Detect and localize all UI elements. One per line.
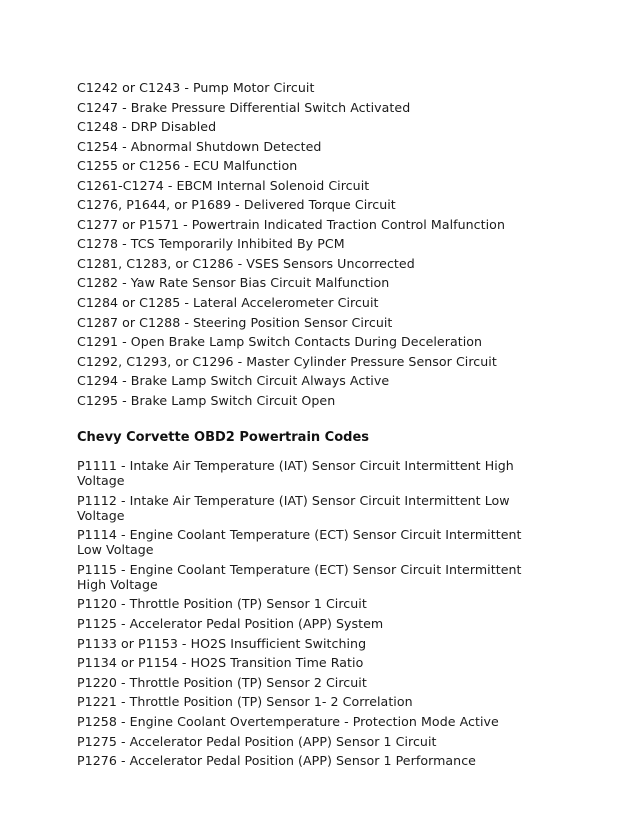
code-line: C1255 or C1256 - ECU Malfunction bbox=[77, 158, 298, 174]
code-line: C1261-C1274 - EBCM Internal Solenoid Circuit bbox=[77, 177, 370, 193]
code-line: P1134 or P1154 - HO2S Transition Time Ratio bbox=[77, 655, 364, 671]
code-line: C1295 - Brake Lamp Switch Circuit Open bbox=[77, 392, 336, 408]
code-line: C1277 or P1571 - Powertrain Indicated Traction Control Malfunction bbox=[77, 216, 505, 232]
code-line: C1242 or C1243 - Pump Motor Circuit bbox=[77, 80, 315, 95]
code-line: P1115 - Engine Coolant Temperature (ECT) Sensor Circuit Intermittent High Voltage bbox=[77, 561, 522, 592]
code-line: P1221 - Throttle Position (TP) Sensor 1- 2 Correlation bbox=[77, 694, 413, 710]
section-heading: Chevy Corvette OBD2 Powertrain Codes bbox=[77, 430, 370, 445]
code-line: P1276 - Accelerator Pedal Position (APP) Sensor 1 Performance bbox=[77, 753, 476, 769]
code-line: P1125 - Accelerator Pedal Position (APP) System bbox=[77, 615, 384, 631]
code-line: P1120 - Throttle Position (TP) Sensor 1 Circuit bbox=[77, 596, 367, 612]
code-line: P1258 - Engine Coolant Overtemperature - Protection Mode Active bbox=[77, 713, 499, 729]
code-line: C1284 or C1285 - Lateral Accelerometer Circuit bbox=[77, 295, 379, 311]
code-line: P1133 or P1153 - HO2S Insufficient Switching bbox=[77, 635, 367, 651]
chassis-code-list bbox=[77, 78, 547, 410]
code-line: C1291 - Open Brake Lamp Switch Contacts During Deceleration bbox=[77, 334, 483, 350]
code-line: P1114 - Engine Coolant Temperature (ECT) Sensor Circuit Intermittent Low Voltage bbox=[77, 527, 522, 558]
code-line: P1275 - Accelerator Pedal Position (APP) Sensor 1 Circuit bbox=[77, 733, 437, 749]
code-line: C1248 - DRP Disabled bbox=[77, 119, 217, 135]
code-line: C1281, C1283, or C1286 - VSES Sensors Uncorrected bbox=[77, 255, 415, 271]
code-line: C1254 - Abnormal Shutdown Detected bbox=[77, 138, 322, 154]
code-line: C1276, P1644, or P1689 - Delivered Torque Circuit bbox=[77, 197, 396, 213]
code-line: C1287 or C1288 - Steering Position Sensor Circuit bbox=[77, 314, 393, 330]
code-line: C1278 - TCS Temporarily Inhibited By PCM bbox=[77, 236, 345, 252]
code-line: C1282 - Yaw Rate Sensor Bias Circuit Malfunction bbox=[77, 275, 390, 291]
code-line: C1292, C1293, or C1296 - Master Cylinder Pressure Sensor Circuit bbox=[77, 353, 497, 369]
code-line: C1294 - Brake Lamp Switch Circuit Always Active bbox=[77, 373, 390, 389]
powertrain-code-list bbox=[77, 458, 547, 773]
code-line: P1112 - Intake Air Temperature (IAT) Sensor Circuit Intermittent Low Voltage bbox=[77, 492, 510, 523]
code-line: C1247 - Brake Pressure Differential Switch Activated bbox=[77, 99, 411, 115]
code-line: P1220 - Throttle Position (TP) Sensor 2 Circuit bbox=[77, 674, 367, 690]
code-line: P1111 - Intake Air Temperature (IAT) Sensor Circuit Intermittent High Voltage bbox=[77, 458, 514, 488]
